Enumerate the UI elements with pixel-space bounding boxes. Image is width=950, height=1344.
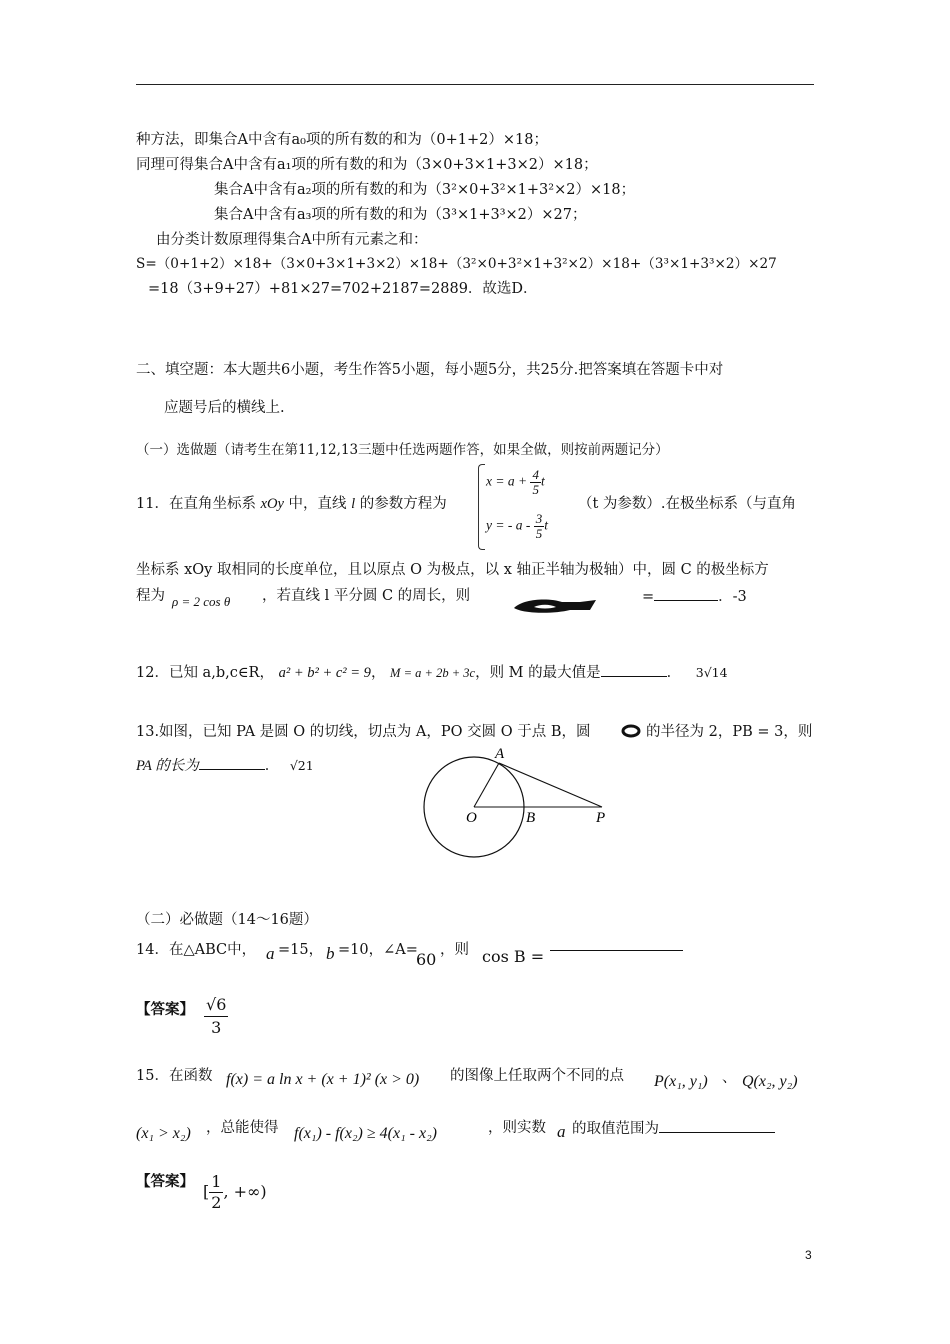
q11-line-1-tail: （t 为参数）.在极坐标系（与直角 [578,496,797,512]
cos-b-expr: cos B = [482,947,545,966]
q14-angle: =10，∠A= [338,942,418,958]
text-line-3: 集合A中含有a₂项的所有数的和为（3²×0+3²×1+3²×2）×18； [214,182,636,198]
q11-line-2: 坐标系 xOy 取相同的长度单位，且以原点 O 为极点，以 x 轴正半轴为极轴）中，圆 C 的极坐标方 [136,562,769,578]
q15-answer: [ $\frac{1}{2}$ , +∞) [203,1172,267,1212]
section-2-heading: 二、填空题：本大题共6小题，考生作答5小题，每小题5分，共25分.把答案填在答题卡中对 [136,362,724,378]
circle-o-icon [621,723,641,739]
header-rule [136,84,814,85]
label-a: A [495,746,505,762]
q13-line-2: PA 的长为 ． √21 [136,755,314,776]
polar-equation: ρ = 2 cos θ [172,594,231,609]
q15-range: 的取值范围为 [572,1118,775,1139]
answer-blank[interactable] [659,1118,775,1133]
optional-section-note: （一）选做题（请考生在第11,12,13三题中任选两题作答，如果全做，则按前两题记分） [136,442,669,458]
point-sep: 、 [722,1070,737,1086]
var-b: b [326,944,335,963]
brace-icon [478,464,485,550]
sum-result: =18（3+9+27）+81×27=702+2187=2889．故选D． [148,281,538,297]
condition-x1-gt-x2: (x₁ > x₂) [136,1125,191,1142]
garbled-expression-image [510,596,600,616]
q11-line-3-tail: = ．-3 [642,586,747,607]
answer-label: 【答案】 [136,1173,194,1190]
angle-value: 60 [416,950,437,969]
text-line-1: 种方法，即集合A中含有a₀项的所有数的和为（0+1+2）×18； [136,132,549,148]
tangent-circle-figure [420,740,620,865]
answer-blank[interactable] [550,950,683,951]
q15-real: ，则实数 [488,1120,546,1136]
answer-blank[interactable] [199,755,265,770]
param-eq-y: y = - a - $\frac{3}{5}$ t [486,511,548,541]
label-o: O [466,810,477,826]
section-2-heading-cont: 应题号后的横线上. [164,400,285,416]
param-eq-x: x = a + $\frac{4}{5}$ t [486,467,545,497]
radius-oa [474,763,499,807]
sum-formula: S=（0+1+2）×18+（3×0+3×1+3×2）×18+（3²×0+3²×1+3²×2）×18+（3³×1+3³×2）×27 [136,256,777,272]
tangent-pa [499,763,602,807]
answer-blank[interactable] [601,662,667,677]
var-a: a [266,944,275,963]
q14-answer: $\frac{√6}{3}$ [206,995,227,1037]
point-p: P(x₁, y₁) [654,1073,708,1090]
q15-line-1: 15．在函数 [136,1068,213,1084]
answer-label: 【答案】 [136,1001,194,1018]
q13-line-1-tail: 的半径为 2，PB = 3，则 [646,724,813,740]
text-line-2: 同理可得集合A中含有a₁项的所有数的和为（3×0+3×1+3×2）×18； [136,157,598,173]
q14-then: ，则 [440,942,469,958]
q12-line: 12．已知 a,b,c∈R， a² + b² + c² = 9， M = a + 2b + 3c，则 M 的最大值是 ． 3√14 [136,662,728,683]
point-q: Q(x₂, y₂) [742,1073,798,1090]
label-b: B [526,810,536,826]
var-a: a [557,1122,566,1141]
answer-blank[interactable] [654,586,718,601]
q14-line: 14．在△ABC中， [136,942,257,958]
q13-line-1: 13.如图，已知 PA 是圆 O 的切线，切点为 A，PO 交圆 O 于点 B，圆 [136,724,591,740]
required-section-heading: （二）必做题（14～16题） [136,912,318,928]
q14-val-a: =15， [278,942,324,958]
inequality: f(x₁) - f(x₂) ≥ 4(x₁ - x₂) [294,1125,437,1142]
q11-line-3: 程为 [136,588,165,604]
page-number: 3 [805,1248,812,1262]
q11-line-3-mid: ，若直线 l 平分圆 C 的周长，则 [262,588,471,604]
label-p: P [596,810,606,826]
text-line-5: 由分类计数原理得集合A中所有元素之和： [156,232,428,248]
q15-always: ，总能使得 [206,1120,279,1136]
q15-line-1-mid: 的图像上任取两个不同的点 [450,1068,624,1084]
q11-line-1: 11．在直角坐标系 xOy 中，直线 l 的参数方程为 [136,496,447,512]
function-def: f(x) = a ln x + (x + 1)² (x > 0) [226,1071,420,1088]
text-line-4: 集合A中含有a₃项的所有数的和为（3³×1+3³×2）×27； [214,207,587,223]
parametric-equations [478,462,578,552]
